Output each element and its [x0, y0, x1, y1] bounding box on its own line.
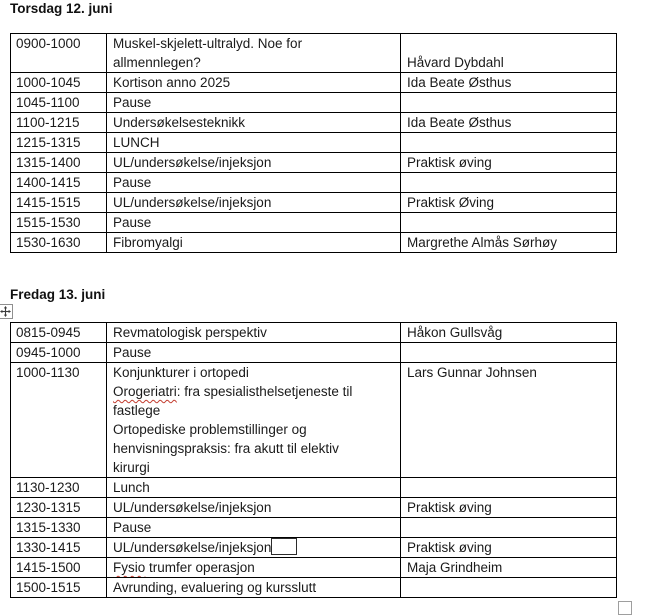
schedule-row — [11, 193, 617, 213]
schedule-row — [11, 478, 617, 498]
topic-cell[interactable] — [107, 153, 401, 173]
time-cell[interactable]: 0900-1000 — [11, 34, 107, 73]
topic-line: UL/undersøkelse/injeksjon — [113, 155, 272, 170]
speaker-line: Lars Gunnar Johnsen — [407, 365, 537, 380]
speaker-line — [407, 343, 612, 362]
topic-cell[interactable] — [107, 213, 401, 233]
schedule-row — [11, 73, 617, 93]
topic-line: Kortison anno 2025 — [113, 75, 231, 90]
speaker-cell[interactable] — [401, 113, 617, 133]
time-cell[interactable]: 1045-1100 — [11, 93, 107, 113]
topic-cell[interactable] — [107, 538, 401, 558]
topic-cell[interactable] — [107, 73, 401, 93]
time-cell[interactable]: 0815-0945 — [11, 323, 107, 343]
topic-line: UL/undersøkelse/injeksjon — [113, 500, 272, 515]
table-move-handle[interactable] — [0, 304, 13, 319]
schedule-table-thursday — [10, 33, 617, 253]
schedule-row — [11, 113, 617, 133]
schedule-row — [11, 498, 617, 518]
topic-line: Lunch — [113, 480, 150, 495]
speaker-cell[interactable] — [401, 343, 617, 363]
time-cell[interactable]: 1415-1500 — [11, 558, 107, 578]
topic-line: Fibromyalgi — [113, 235, 183, 250]
speaker-cell[interactable] — [401, 498, 617, 518]
table-resize-handle[interactable] — [618, 601, 632, 615]
topic-cell[interactable] — [107, 93, 401, 113]
speaker-line: Praktisk øving — [407, 500, 492, 515]
speaker-cell[interactable] — [401, 133, 617, 153]
speaker-cell[interactable] — [401, 578, 617, 598]
speaker-line: Ida Beate Østhus — [407, 75, 512, 90]
topic-line: Konjunkturer i ortopedi — [113, 365, 249, 380]
topic-line: Revmatologisk perspektiv — [113, 325, 267, 340]
speaker-cell[interactable] — [401, 233, 617, 253]
topic-cell[interactable] — [107, 518, 401, 538]
misspelled-word: Fysio — [113, 560, 146, 575]
speaker-cell[interactable] — [401, 558, 617, 578]
time-cell[interactable]: 1315-1400 — [11, 153, 107, 173]
speaker-line — [407, 133, 612, 152]
topic-line: Muskel-skjelett-ultralyd. Noe for — [113, 36, 303, 51]
speaker-cell[interactable] — [401, 93, 617, 113]
topic-cell[interactable] — [107, 193, 401, 213]
schedule-table-friday — [10, 322, 617, 598]
speaker-line: Margrethe Almås Sørhøy — [407, 235, 558, 250]
speaker-cell[interactable] — [401, 363, 617, 478]
time-cell[interactable]: 1515-1530 — [11, 213, 107, 233]
speaker-cell[interactable] — [401, 518, 617, 538]
schedule-row — [11, 153, 617, 173]
topic-cell[interactable] — [107, 113, 401, 133]
speaker-line: Maja Grindheim — [407, 560, 503, 575]
speaker-cell[interactable] — [401, 478, 617, 498]
schedule-row — [11, 343, 617, 363]
speaker-cell[interactable] — [401, 73, 617, 93]
speaker-line — [407, 578, 612, 597]
speaker-line — [407, 34, 612, 53]
schedule-row — [11, 93, 617, 113]
topic-line: Pause — [113, 175, 152, 190]
speaker-line: Håvard Dybdahl — [407, 55, 504, 70]
topic-cell[interactable] — [107, 173, 401, 193]
topic-cell[interactable] — [107, 233, 401, 253]
time-cell[interactable]: 1100-1215 — [11, 113, 107, 133]
schedule-row — [11, 213, 617, 233]
day-heading-friday[interactable]: Fredag 13. juni — [10, 287, 106, 302]
time-cell[interactable]: 1330-1415 — [11, 538, 107, 558]
speaker-line — [407, 518, 612, 537]
speaker-line: Håkon Gullsvåg — [407, 325, 503, 340]
speaker-cell[interactable] — [401, 538, 617, 558]
speaker-line: Praktisk øving — [407, 540, 492, 555]
topic-line: Ortopediske problemstillinger og — [113, 422, 307, 437]
topic-line: Pause — [113, 215, 152, 230]
topic-line: Orogeriatri: fra spesialisthelsetjeneste til — [113, 384, 353, 399]
topic-line: Pause — [113, 345, 152, 360]
topic-line: Undersøkelsesteknikk — [113, 115, 246, 130]
topic-line: LUNCH — [113, 135, 160, 150]
time-cell[interactable]: 1215-1315 — [11, 133, 107, 153]
topic-line: Pause — [113, 95, 152, 110]
four-way-arrow-icon — [0, 306, 11, 317]
topic-line: fastlege — [113, 403, 161, 418]
time-cell[interactable]: 1000-1130 — [11, 363, 107, 478]
text-selection-box — [271, 538, 297, 555]
topic-line: henvisningspraksis: fra akutt til elektiv — [113, 441, 339, 456]
schedule-row — [11, 558, 617, 578]
schedule-row — [11, 323, 617, 343]
day-heading-thursday[interactable]: Torsdag 12. juni — [10, 1, 113, 16]
topic-line: kirurgi — [113, 460, 150, 475]
schedule-row — [11, 518, 617, 538]
speaker-line — [407, 173, 612, 192]
topic-cell[interactable] — [107, 498, 401, 518]
schedule-row — [11, 233, 617, 253]
speaker-line — [407, 93, 612, 112]
topic-cell[interactable] — [107, 478, 401, 498]
topic-cell[interactable] — [107, 34, 401, 73]
time-cell[interactable]: 1130-1230 — [11, 478, 107, 498]
speaker-cell[interactable] — [401, 173, 617, 193]
speaker-cell[interactable] — [401, 153, 617, 173]
topic-cell[interactable] — [107, 133, 401, 153]
time-cell[interactable]: 1415-1515 — [11, 193, 107, 213]
time-cell[interactable]: 1530-1630 — [11, 233, 107, 253]
schedule-row — [11, 538, 617, 558]
speaker-cell[interactable] — [401, 213, 617, 233]
speaker-cell[interactable] — [401, 34, 617, 73]
topic-cell[interactable] — [107, 323, 401, 343]
time-cell[interactable]: 1400-1415 — [11, 173, 107, 193]
topic-cell[interactable] — [107, 363, 401, 478]
topic-line: UL/undersøkelse/injeksjon — [113, 195, 272, 210]
topic-cell[interactable] — [107, 558, 401, 578]
time-cell[interactable]: 1000-1045 — [11, 73, 107, 93]
topic-line: UL/undersøkelse/injeksjon — [113, 538, 396, 557]
schedule-row — [11, 133, 617, 153]
speaker-line — [407, 478, 612, 497]
speaker-line — [407, 213, 612, 232]
topic-cell[interactable] — [107, 578, 401, 598]
speaker-line: Praktisk Øving — [407, 195, 495, 210]
schedule-row — [11, 34, 617, 73]
schedule-row — [11, 173, 617, 193]
speaker-cell[interactable] — [401, 193, 617, 213]
topic-line: Pause — [113, 520, 152, 535]
misspelled-word: Orogeriatri — [113, 384, 177, 399]
time-cell[interactable]: 1315-1330 — [11, 518, 107, 538]
time-cell[interactable]: 0945-1000 — [11, 343, 107, 363]
time-cell[interactable]: 1500-1515 — [11, 578, 107, 598]
topic-line: allmennlegen? — [113, 55, 201, 70]
topic-cell[interactable] — [107, 343, 401, 363]
topic-line: Avrunding, evaluering og kursslutt — [113, 580, 317, 595]
schedule-row — [11, 578, 617, 598]
time-cell[interactable]: 1230-1315 — [11, 498, 107, 518]
schedule-row — [11, 363, 617, 478]
topic-line: Fysio trumfer operasjon — [113, 560, 255, 575]
speaker-line: Ida Beate Østhus — [407, 115, 512, 130]
speaker-line: Praktisk øving — [407, 155, 492, 170]
speaker-cell[interactable] — [401, 323, 617, 343]
